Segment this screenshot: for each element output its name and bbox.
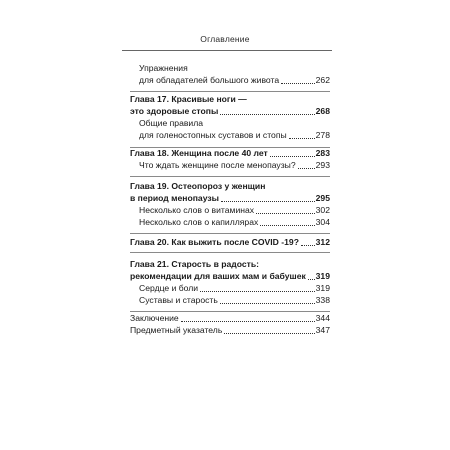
toc-entry[interactable]	[130, 312, 330, 324]
page-number: 338	[315, 295, 330, 305]
dot-leader	[301, 245, 315, 246]
toc-entry[interactable]	[139, 294, 330, 306]
page-number: 278	[315, 130, 330, 140]
toc-entry[interactable]	[130, 324, 330, 336]
toc-chapter[interactable]	[130, 270, 330, 282]
running-head-title: Оглавление	[200, 34, 250, 44]
toc-entry-text: Упражнения	[139, 63, 188, 73]
toc-entry[interactable]	[139, 216, 330, 228]
dot-leader	[256, 213, 315, 214]
dot-leader	[270, 156, 315, 157]
toc-chapter[interactable]	[130, 192, 330, 204]
chapter-title: Глава 19. Остеопороз у женщин	[130, 181, 266, 191]
page-number: 268	[315, 106, 330, 116]
toc-entry-text: Что ждать женщине после менопаузы?	[139, 160, 296, 170]
dot-leader	[260, 225, 314, 226]
page-number: 304	[315, 217, 330, 227]
dot-leader	[221, 201, 315, 202]
dot-leader	[298, 168, 315, 169]
dot-leader	[281, 83, 315, 84]
page-number: 283	[315, 148, 330, 158]
chapter-title: это здоровые стопы	[130, 106, 219, 116]
toc-entry-text: Заключение	[130, 313, 179, 323]
toc-chapter[interactable]	[130, 105, 330, 117]
toc-chapter[interactable]	[130, 236, 330, 248]
chapter-title: в период менопаузы	[130, 193, 219, 203]
toc-chapter[interactable]	[130, 147, 330, 159]
chapter-title: рекомендации для ваших мам и бабушек	[130, 271, 306, 281]
dot-leader	[289, 138, 315, 139]
page-number: 293	[315, 160, 330, 170]
page-number: 319	[315, 283, 330, 293]
chapter-title: Глава 21. Старость в радость:	[130, 259, 260, 269]
dot-leader	[220, 303, 315, 304]
chapter-title: Глава 20. Как выжить после COVID -19?	[130, 237, 299, 247]
chapter-title: Глава 17. Красивые ноги —	[130, 94, 247, 104]
toc-entry[interactable]	[139, 159, 330, 171]
section-rule	[130, 233, 330, 234]
page-number: 295	[315, 193, 330, 203]
dot-leader	[181, 321, 315, 322]
toc-entry[interactable]	[139, 282, 330, 294]
toc-entry-text: Несколько слов о витаминах	[139, 205, 255, 215]
toc-entry-text: Сердце и боли	[139, 283, 199, 293]
toc-entry-text: Предметный указатель	[130, 325, 223, 335]
section-rule	[130, 176, 330, 177]
toc-entry[interactable]	[139, 204, 330, 216]
toc-entry-text: для обладателей большого живота	[139, 75, 280, 85]
dot-leader	[200, 291, 315, 292]
toc-entry-text: Несколько слов о капиллярах	[139, 217, 259, 227]
toc-entry[interactable]	[139, 74, 330, 86]
page-number: 262	[315, 75, 330, 85]
page-number: 302	[315, 205, 330, 215]
toc-entry-text: для голеностопных суставов и стопы	[139, 130, 287, 140]
section-rule	[130, 91, 330, 92]
page-number: 312	[315, 237, 330, 247]
chapter-title: Глава 18. Женщина после 40 лет	[130, 148, 268, 158]
page-number: 347	[315, 325, 330, 335]
toc-entry-text: Суставы и старость	[139, 295, 218, 305]
page-number: 319	[315, 271, 330, 281]
dot-leader	[308, 279, 315, 280]
toc-entry[interactable]	[139, 129, 330, 141]
page-number: 344	[315, 313, 330, 323]
dot-leader	[224, 333, 314, 334]
toc-entry-text: Общие правила	[139, 118, 204, 128]
header-rule	[122, 50, 332, 51]
dot-leader	[220, 114, 314, 115]
section-rule	[130, 252, 330, 253]
